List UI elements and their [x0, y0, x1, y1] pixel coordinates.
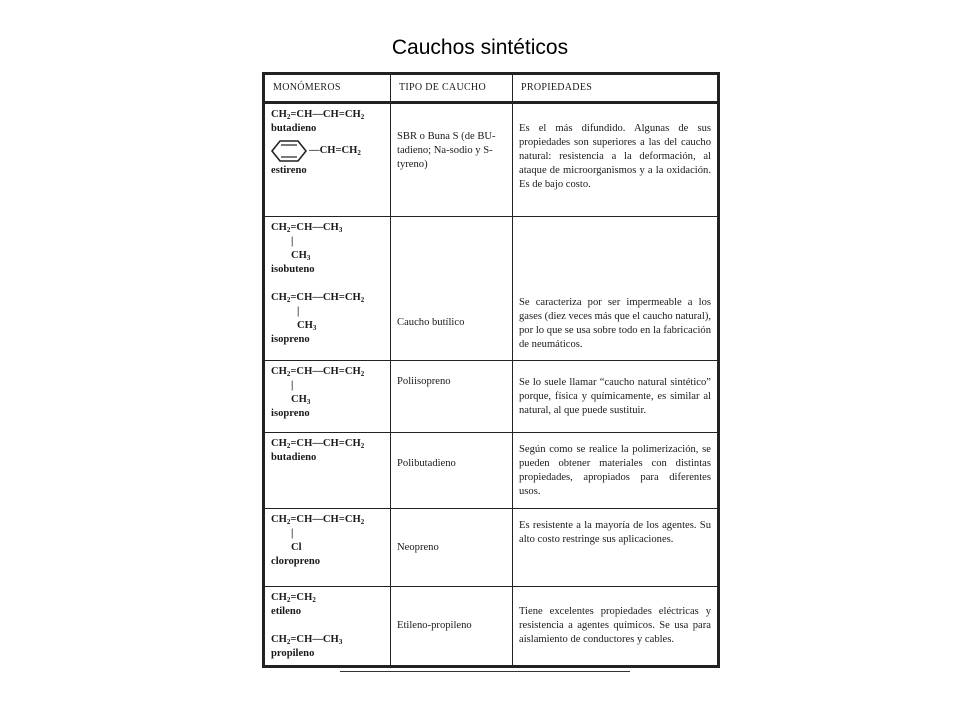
monomer-name: butadieno	[271, 123, 317, 134]
properties-cell: Tiene excelentes propiedades eléctricas y resistencia a agentes químicos. Se usa para aislamiento de conductores y cables.	[513, 587, 718, 666]
monomer-formula: $CH_2=CH—CH=CH_2$	[271, 438, 365, 450]
branch-bond: |	[291, 380, 294, 391]
monomer-name: isopreno	[271, 408, 310, 419]
branch-group: Cl	[291, 542, 302, 553]
monomer-formula: $CH_2=CH—CH=CH_2$	[271, 514, 365, 526]
monomer-name: cloropreno	[271, 556, 321, 567]
monomers-cell	[265, 587, 391, 666]
properties-cell: Se lo suele llamar “caucho natural sintético” porque, física y químicamente, es similar al natural, al que puede sustituir.	[513, 361, 718, 433]
rubber-type-cell: SBR o Buna S (de BU-tadieno; Na-sodio y S-tyreno)	[391, 103, 513, 217]
properties-cell: Según como se realice la polimerización, se pueden obtener materiales con distintas propiedades, apropiados para diferentes usos.	[513, 433, 718, 509]
header-monomeros: MONÓMEROS	[265, 75, 391, 103]
table-row	[265, 433, 718, 509]
branch-group: $CH_3$	[291, 250, 311, 262]
properties-cell: Se caracteriza por ser impermeable a los gases (diez veces más que el caucho natural), por lo que se usa sobre todo en la fabricación de neumáticos.	[513, 217, 718, 361]
rubber-type-cell: Caucho butílico	[391, 217, 513, 361]
monomer-formula: $CH_2=CH_2$	[271, 592, 316, 604]
properties-cell: Es resistente a la mayoría de los agentes. Su alto costo restringe sus aplicaciones.	[513, 509, 718, 587]
monomer-name: propileno	[271, 648, 315, 659]
branch-group: $CH_3$	[297, 320, 317, 332]
benzene-formula	[271, 140, 384, 162]
rubber-type-cell: Polibutadieno	[391, 433, 513, 509]
monomer-formula: $CH_2=CH—CH_3$	[271, 634, 343, 646]
monomer-name: isopreno	[271, 334, 310, 345]
table-row	[265, 587, 718, 666]
monomer-formula: $CH_2=CH—CH=CH_2$	[271, 366, 365, 378]
scanned-table-image	[262, 72, 720, 668]
monomer-name: butadieno	[271, 452, 317, 463]
monomer-formula: $CH_2=CH—CH_3$	[271, 222, 343, 234]
branch-bond: |	[297, 306, 300, 317]
header-tipo-de-caucho: TIPO DE CAUCHO	[391, 75, 513, 103]
slide-title: Cauchos sintéticos	[391, 36, 569, 59]
branch-bond: |	[291, 528, 294, 539]
rubber-type-cell: Etileno-propileno	[391, 587, 513, 666]
monomers-cell	[265, 509, 391, 587]
branch-bond: |	[291, 236, 294, 247]
table-header-row	[265, 75, 718, 103]
monomers-cell	[265, 217, 391, 361]
monomer-name: estireno	[271, 165, 307, 176]
monomers-cell	[265, 433, 391, 509]
monomers-cell	[265, 103, 391, 217]
rubber-type-cell: Poliisopreno	[391, 361, 513, 433]
monomer-name: isobuteno	[271, 264, 315, 275]
header-propiedades: PROPIEDADES	[513, 75, 718, 103]
monomer-formula: $CH_2=CH—CH=CH_2$	[271, 292, 365, 304]
rubber-table	[264, 74, 718, 666]
benzene-ring-icon	[271, 140, 307, 162]
rubber-type-cell: Neopreno	[391, 509, 513, 587]
table-row	[265, 103, 718, 217]
table-row	[265, 361, 718, 433]
branch-group: $CH_3$	[291, 394, 311, 406]
table-row	[265, 509, 718, 587]
monomer-formula: $CH_2=CH—CH=CH_2$	[271, 109, 365, 121]
table-row	[265, 217, 718, 361]
monomer-formula: $—CH=CH_2$	[309, 145, 361, 157]
properties-cell: Es el más difundido. Algunas de sus propiedades son superiores a las del caucho natural: resistencia a la deformación, al ataque de microorganismos y a la oxidación. Es de bajo costo.	[513, 103, 718, 217]
monomers-cell	[265, 361, 391, 433]
monomer-name: etileno	[271, 606, 302, 617]
